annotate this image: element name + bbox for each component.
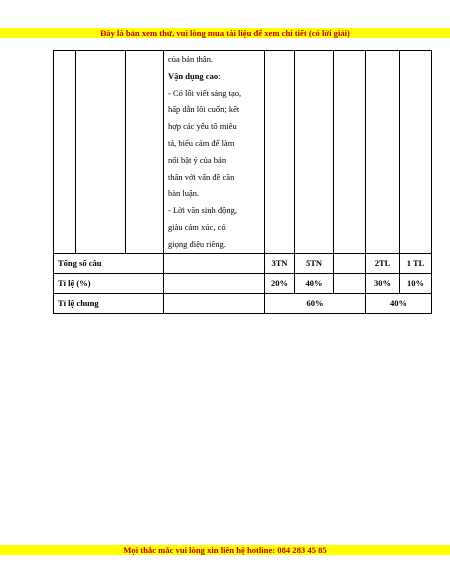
- overall-ratio-value: 60%: [265, 293, 366, 313]
- cell-empty: [334, 253, 366, 273]
- cell-empty: [126, 51, 164, 254]
- cell-empty: [76, 51, 126, 254]
- heading-colon: :: [218, 70, 221, 81]
- heading-vandungcao: Vận dụng cao: [168, 70, 219, 81]
- total-questions-label: Tổng số câu: [54, 253, 164, 273]
- criteria-line: giọng điệu riêng.: [168, 238, 226, 249]
- overall-ratio-label: Tỉ lệ chung: [54, 293, 164, 313]
- ratio-value: 40%: [295, 273, 334, 293]
- ratio-value: 10%: [400, 273, 432, 293]
- cell-empty: [295, 51, 334, 254]
- total-questions-value: 5TN: [295, 253, 334, 273]
- overall-ratio-value: 40%: [366, 293, 432, 313]
- hotline-banner: [0, 545, 450, 555]
- cell-empty: [334, 51, 366, 254]
- criteria-heading: [168, 68, 260, 85]
- total-questions-value: 1 TL: [400, 253, 432, 273]
- cell-empty: [400, 51, 432, 254]
- cell-empty: [265, 51, 295, 254]
- content-row: [54, 51, 432, 254]
- cell-empty: [334, 273, 366, 293]
- ratio-value: 30%: [366, 273, 400, 293]
- ratio-label: Tỉ lệ (%): [54, 273, 164, 293]
- cell-empty: [164, 253, 265, 273]
- criteria-cell: [164, 51, 265, 254]
- criteria-line: tả, biểu cảm để làm: [168, 137, 235, 148]
- preview-notice-banner: [0, 28, 450, 38]
- hotline-text: Mọi thắc mắc vui lòng xin liên hệ hotline: 084 283 45 85: [123, 545, 327, 555]
- preview-notice-text: Đây là bản xem thử, vui lòng mua tài liệu để xem chi tiết (có lời giải): [100, 28, 350, 38]
- criteria-line: bàn luận.: [168, 188, 200, 199]
- cell-empty: [54, 51, 76, 254]
- total-questions-value: 2TL: [366, 253, 400, 273]
- ratio-value: 20%: [265, 273, 295, 293]
- ratio-row: [54, 273, 432, 293]
- criteria-line: hợp các yếu tố miêu: [168, 121, 237, 132]
- cell-empty: [164, 293, 265, 313]
- exam-matrix-table: [53, 50, 432, 314]
- criteria-line: - Có lối viết sáng tạo,: [168, 87, 242, 98]
- total-questions-row: [54, 253, 432, 273]
- total-questions-value: 3TN: [265, 253, 295, 273]
- cell-empty: [366, 51, 400, 254]
- criteria-line: của bản thân.: [168, 54, 214, 64]
- cell-empty: [164, 273, 265, 293]
- criteria-line: hấp dẫn lôi cuốn; kết: [168, 104, 240, 115]
- criteria-line: thân với vấn đề cần: [168, 171, 235, 182]
- overall-ratio-row: [54, 293, 432, 313]
- criteria-line: nổi bật ý của bản: [168, 154, 227, 165]
- criteria-line: - Lời văn sinh động,: [168, 205, 237, 216]
- criteria-line: giàu cảm xúc, có: [168, 221, 226, 232]
